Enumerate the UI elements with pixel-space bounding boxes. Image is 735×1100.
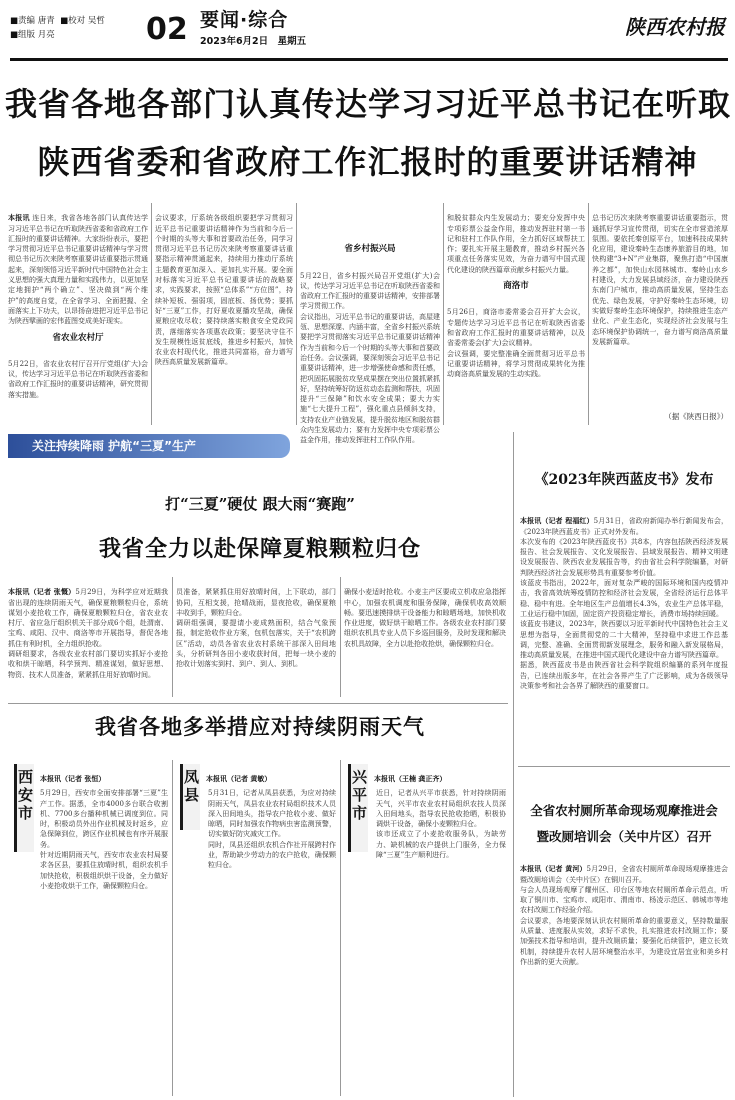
toilet-title-line2: 暨改厕培训会（关中片区）召开 — [536, 829, 712, 844]
rain-col2-text: 员准备，紧紧抓住用好放晴时间，上下联动，部门协同，互相支援，抢晴战雨，显夜抢收，确保夏粮丰收到手，颗粒归仓。 调研组强调，要提请小麦成熟面积，结合气象预报，制定抢收作业方案，包机包落实，关于“农机跨区”活动，动员各省农业农村系统干部深入田间地头，分析研判各田小麦收获时间，把每一块小麦的抢收计划落实到村、到户、到人、到机。 — [176, 588, 336, 669]
rain-title: 我省全力以赴保障夏粮颗粒归仓 — [98, 537, 421, 562]
staff-layout: ■组版 月亮 — [10, 30, 55, 40]
city-tag-xingping: 兴平市 — [348, 764, 368, 852]
staff-editor: ■责编 唐青 — [10, 16, 55, 26]
sub-rural-revitalization: 省乡村振兴局 — [344, 244, 396, 255]
header-rule — [10, 58, 728, 61]
lead-headline-line1: 我省各地各部门认真传达学习习近平总书记在听取 — [5, 85, 732, 123]
lead-column-1 — [8, 203, 148, 425]
sub-shangluo: 商洛市 — [503, 281, 529, 292]
lead-credit: （据《陕西日报》） — [664, 412, 728, 421]
lead-column-4 — [447, 203, 585, 425]
rain-banner-text: 关注持续降雨 护航“三夏”生产 — [32, 439, 196, 453]
divider — [172, 577, 173, 697]
divider — [340, 577, 341, 697]
rain-column-2 — [176, 577, 336, 697]
xian-byline: 本报讯（记者 张恒） — [40, 774, 106, 784]
divider — [443, 203, 444, 425]
lead-col1-text: 连日来，我省各地各部门认真传达学习习近平总书记在听取陕西省委和省政府工作汇报时的重要讲话精神。大家纷纷表示，要把学习贯彻习近平总书记重要讲话精神与学习贯彻总书记历次来陕考察重要讲话重要指示贯通起来，深刻领悟习近平新时代中国特色社会主义思想的强大真理力量和实践伟力，以更加坚定地拥护“两个确立”、坚决做到“两个维护”的高度自觉，在全省学习、全面把握、全面落实上下功夫，以昂扬奋进把习近平总书记为陕西擘画的宏伟蓝图变成美好现实。 — [8, 214, 149, 326]
divider — [588, 203, 589, 425]
toilet-text: 5月29日，全省农村厕所革命现场观摩推进会暨改厕培训会（关中片区）在铜川召开。 与会人员现场观摩了耀州区、印台区等地农村厕所革命示范点，听取了铜川市、宝鸡市、咸阳市、渭南市、杨凌示范区、韩城市等地农村改厕工作经验介绍。 会议要求，各地要深刻认识农村厕所革命的重要意义，坚持数量服从质量、进度服从实效，求好不求快，扎实推进农村改厕工作；要加强技术指导和培训，提升改厕质量；要强化后续管护，建立长效机制，持续提升农村人居环境整治水平，为建设宜居宜业和美乡村作出新的更大贡献。 — [520, 865, 728, 966]
toilet-title-line1: 全省农村厕所革命现场观摩推进会 — [530, 803, 718, 818]
staff-list — [10, 14, 160, 54]
lead-col4-text: 和脱贫群众内生发展动力；要充分发挥中央专项彩票公益金作用，推动发挥驻村第一书记和驻村工作队作用，全力抓好区域帮扶工作；要扎实开展主题教育，推动乡村振兴各项重点任务落实见效，为奋力谱写中国式现代化建设的陕西篇章贡献乡村振兴力量。 — [447, 214, 585, 274]
lead-headline-line2: 陕西省委和省政府工作汇报时的重要讲话精神 — [37, 143, 698, 181]
divider — [8, 703, 508, 704]
staff-proofreader: ■校对 吴哲 — [60, 16, 105, 26]
section-divider — [513, 432, 514, 1097]
xian-text: 5月29日，西安市全面安排部署“三夏”生产工作。据悉，全市4000多台联合收割机、7700多台播种机械已调度到位。同时，积极动员外出作业机械及时返乡，应急保障到位，跨区作业机械也有序开展服务。 针对近期阴雨天气，西安市农业农村局要求各区县，要抓住放晴时机，组织农机手加快抢收，积极组织烘干设备，全力做好小麦抢收烘干工作，确保颗粒归仓。 — [40, 789, 168, 890]
fengxian-body — [176, 778, 336, 1096]
lead-col1b-text: 5月22日，省农业农村厅召开厅党组(扩大)会议，传达学习习近平总书记在听取陕西省委和省政府工作汇报时的重要讲话精神，研究贯彻落实措施。 — [8, 359, 148, 399]
measures-title: 我省各地多举措应对持续阴雨天气 — [95, 715, 425, 739]
rain-column-1 — [8, 577, 168, 697]
lead-col2-text: 会议要求，厅系统各级组织要把学习贯彻习近平总书记重要讲话精神作为当前和今后一个时期的头等大事和首要政治任务，同学习贯彻习近平总书记历次来陕考察重要讲话重要指示精神贯通起来，持续用力推动厅系统主题教育更加深入、更加扎实开展。要全面对标落实习近平总书记重要讲话的战略要求，实践要求，按照“总体系”“方位图”，持续补短板、强弱项，固底板、扬优势；要抓好“三夏”工作，打好夏收夏播攻坚战，确保夏粮应收尽收；要持续落实粮食安全党政同责，落细落实各项惠农政策；要坚决守住不发生规模性返贫底线，推进乡村振兴，加快农业农村现代化，推进共同富裕，奋力谱写陕西高质量发展新篇章。 — [155, 214, 293, 367]
page-number: 02 — [146, 12, 188, 47]
lead-col3-text: 5月22日，省乡村振兴局召开党组(扩大)会议，传达学习习近平总书记在听取陕西省委和省政府工作汇报时的重要讲话精神，安排部署学习贯彻工作。 会议指出，习近平总书记的重要讲话，高屋建瓴、思想深邃、内涵丰富，全省乡村振兴系统要把学习贯彻落实习近平总书记重要讲话精神作为当前和今后一个时期的头等大事和首要政治任务。会议强调，要深刻领会习近平总书记重要讲话精神，进一步增强使命感和责任感，把巩固拓展脱贫攻坚成果摆在突出位置抓紧抓好，坚持统筹好防返贫动态监测和帮扶，巩固提升“三保障”和饮水安全成果；要大力实施“七大提升工程”，强化重点县倾斜支持，支持农业产业链发展，提升脱贫地区和脱贫群众内生发展动力；要有力发挥中央专项彩票公益金作用，推动发挥驻村工作队作用。 — [300, 271, 440, 445]
divider — [518, 766, 730, 767]
rain-kicker: 打“三夏”硬仗 跟大雨“赛跑” — [165, 495, 355, 513]
xian-body — [8, 778, 168, 1096]
divider — [296, 203, 297, 425]
fengxian-byline-box — [206, 764, 336, 784]
issue-date: 2023年6月2日 星期五 — [200, 36, 307, 47]
city-tag-fengxian: 凤县 — [180, 764, 200, 830]
lead-column-2 — [155, 203, 293, 425]
newspaper-logo: 陕西农村报 — [625, 15, 725, 39]
divider — [340, 760, 341, 1096]
toilet-body — [520, 854, 728, 1097]
xingping-byline: 本报讯（王楠 龚正齐） — [374, 774, 447, 784]
toilet-byline: 本报讯（记者 黄河） — [520, 864, 587, 874]
bluebook-text: 5月31日，省政府新闻办举行新闻发布会，《2023年陕西蓝皮书》正式对外发布。 本次发布的《2023年陕西蓝皮书》共8本，内容包括陕西经济发展报告、社会发展报告、文化发展报告、县域发展报告、精神文明建设发展报告、陕西农业发展报告等，约由省社会科学院编纂，对研判陕西经济社会发展形势具有重要参考价值。 该蓝皮书指出，2022年，面对复杂严峻的国际环境和国内疫情冲击，我省高效统筹疫情防控和经济社会发展，全省经济运行总体平稳、稳中有进。全年地区生产总值增长4.3%，农业生产总体平稳，工业运行稳中加固，固定资产投资稳定增长，消费市场持续回暖。 该蓝皮书建议，2023年，陕西要以习近平新时代中国特色社会主义思想为指导，全面贯彻党的二十大精神，坚持稳中求进工作总基调，完整、准确、全面贯彻新发展理念，服务和融入新发展格局，推动高质量发展，在推进中国式现代化建设中奋力谱写陕西篇章。 据悉，陕西蓝皮书是由陕西省社会科学院组织编纂的系列年度报告，已连续出版多年，在社会各界产生了广泛影响，成为各级领导决策参考和社会各界了解陕西的重要窗口。 — [520, 517, 728, 691]
rain-byline: 本报讯（记者 张慨） — [8, 587, 76, 597]
xingping-byline-box — [374, 764, 506, 784]
divider — [151, 203, 152, 425]
lead-col5-text: 总书记历次来陕考察重要讲话重要指示，贯通抓好学习宣传贯彻，切实在全市营造浓厚氛围。要依托秦创原平台，加速科技成果转化应用，建设秦岭生态康养旅游目的地，加快构建“3+N”产业集群，聚焦打造“中国康养之都”，加快山水园林城市、秦岭山水乡村建设，大力发展县域经济，奋力建设陕西东南门户城市，推动高质量发展，坚持生态优先、绿色发展，守护好秦岭生态环境，切实做好秦岭生态环境保护，持续推进生态产业化、产业生态化，实现经济社会发展与生态环境保护协调统一，奋力谱写商洛高质量发展新篇章。 — [592, 214, 728, 346]
sub-agri-dept: 省农业农村厅 — [52, 332, 104, 343]
xingping-text: 近日，记者从兴平市获悉，针对持续阴雨天气，兴平市农业农村局组织农技人员深入田间地头，指导农民抢收抢晒，积极协调烘干设备，确保小麦颗粒归仓。 该市还成立了小麦抢收服务队，为缺劳力、缺机械的农户提供上门服务，全力保障“三夏”生产顺利进行。 — [376, 789, 506, 860]
lead-col4b-text: 5月26日，商洛市委常委会召开扩大会议，专题传达学习习近平总书记在听取陕西省委和省政府工作汇报时的重要讲话精神，以及省委常委会(扩大)会议精神。 会议强调，要完整准确全面贯彻习近平总书记重要讲话精神，将学习贯彻成果转化为推动商洛高质量发展的生动实践。 — [447, 308, 585, 379]
rain-col1-text: 5月29日，为科学应对近期我省出现的连续阴雨天气，确保夏粮颗粒归仓，系统谋划小麦抢收工作，确保夏粮颗粒归仓，省农业农村厅、省应急厅组织机关干部分成6个组，赴渭南、宝鸡、咸阳、汉中、商洛等市开展指导，督促各地抓住有利时机，全力组织抢收。 调研组要求，各级农业农村部门要切实抓好小麦抢收和烘干晾晒，科学预判、精准谋划，做好思想、物资、技术人员准备，紧紧抓住用好放晴时间。 — [8, 588, 168, 679]
masthead — [0, 0, 735, 60]
divider — [172, 760, 173, 1096]
lead-column-5 — [592, 203, 728, 408]
bluebook-byline: 本报讯（记者 程福红） — [520, 516, 594, 526]
fengxian-text: 5月31日，记者从凤县获悉，为应对持续阴雨天气，凤县农业农村局组织技术人员深入田间地头，指导农户抢收小麦、做好晾晒，同时加强农作物病虫害监测预警，切实做好防灾减灾工作。 同时，凤县还组织农机合作社开展跨村作业，帮助缺少劳动力的农户抢收，确保颗粒归仓。 — [208, 789, 336, 870]
fengxian-byline: 本报讯（记者 黄敏） — [206, 774, 272, 784]
city-tag-xian: 西安市 — [14, 764, 34, 852]
lead-column-3 — [300, 203, 440, 445]
rain-col3-text: 确保小麦适时抢收。小麦主产区要成立机收应急指挥中心，加强农机调度和服务保障，确保机收高效顺畅。要迅速摸排烘干设备能力和晾晒场地，加快机收作业进度，做好烘干晾晒工作。各级农业农村部门要组织农机具专业人员下乡巡回服务，及时发现和解决农机具故障，全力以赴抢收抢烘，确保颗粒归仓。 — [344, 588, 506, 648]
rain-banner — [8, 434, 290, 458]
bluebook-body — [520, 506, 728, 762]
section-title: 要闻·综合 — [200, 9, 289, 31]
lead-byline: 本报讯 — [8, 213, 30, 223]
bluebook-title: 《2023年陕西蓝皮书》发布 — [534, 472, 714, 488]
rain-column-3 — [344, 577, 506, 697]
xingping-body — [344, 778, 506, 1096]
